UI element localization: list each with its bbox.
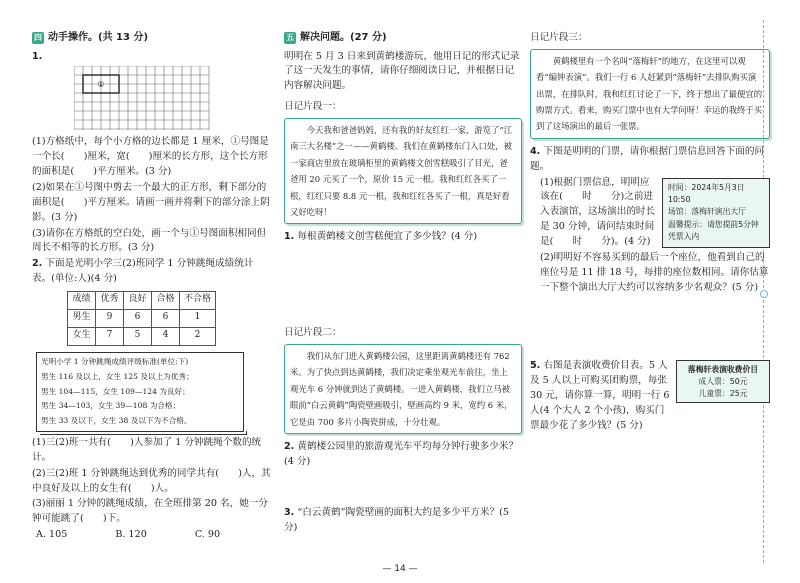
q5-text: 右图是表演收费价目表。5 人及 5 人以上可购买团购票，每张 30 元，请你算一算，明明一行 6 人(4 个大人 2 个小孩)，购买门票最少花了多少钱？(5 分)	[530, 360, 670, 431]
diary-3-text: 黄鹤楼里有一个名叫“落梅轩”的地方，在这里可以观看“编钟表演”。我们一行 6 人赶紧到“落梅轩”去排队购买演出票，在排队时，我和红红讨论了一下，终于想出了最便宜的购票方式。看来，购买门票中也有大学问呀！幸运的我终于买到了这场演出的最后一张票。	[536, 55, 763, 132]
table-cell: 6	[124, 309, 152, 327]
choice-list	[36, 528, 272, 543]
section-5-intro: 明明在 5 月 3 日来到黄鹤楼游玩，他用日记的形式记录了这一天发生的事情，请你仔细阅读日记，并根据日记内容解决问题。	[284, 50, 520, 92]
table-header: 不合格	[180, 291, 216, 309]
table-cell: 4	[152, 327, 180, 345]
table-cell: 2	[180, 327, 216, 345]
price-title: 落梅轩表演收费价目	[687, 365, 759, 375]
page-number: — 14 —	[382, 564, 418, 575]
answer-space[interactable]	[284, 471, 522, 505]
answer-space[interactable]	[530, 296, 770, 358]
table-cell: 1	[180, 309, 216, 327]
q2-part3: (3)丽丽 1 分钟的跳绳成绩，在全班排第 20 名，她一分钟可能跳了( )下。	[32, 498, 268, 525]
section-5-title: 解决问题。(27 分)	[300, 32, 387, 43]
rectangle-1-label: ①	[97, 80, 105, 90]
q5-1-text: 每根黄鹤楼文创雪糕便宜了多少钱？(4 分)	[297, 231, 478, 243]
q1-part2: (2)如果在①号图中剪去一个最大的正方形，剩下部分的面积是( )平方厘米。请画一画并将剩下的部分涂上阴影。(3 分)	[32, 181, 270, 223]
q2-text: 下面是光明小学三(2)班同学 1 分钟跳绳成绩统计表。(单位:人)(4 分)	[32, 258, 254, 285]
diary-2-box	[284, 344, 522, 434]
table-header: 优秀	[96, 291, 124, 309]
q2-part2: (2)三(2)班 1 分钟跳绳达到优秀的同学共有( )人，其中良好及以上的女生有( )人。	[32, 467, 271, 494]
table-row	[68, 309, 216, 327]
ticket-tip: 温馨提示：请您提前5分钟凭票入内	[668, 219, 759, 242]
diary-3-title: 日记片段三：	[530, 32, 588, 43]
column-1	[32, 30, 272, 543]
score-table	[67, 291, 216, 346]
section-5-header	[284, 30, 522, 46]
section-4-header	[32, 30, 272, 46]
table-cell: 男生	[68, 309, 96, 327]
q5-2-text: 黄鹤楼公园里的旅游观光车平均每分钟行驶多少米？(4 分)	[284, 440, 519, 467]
q4-text: 下图是明明的门票，请你根据门票信息回答下面的问题。	[530, 145, 765, 172]
standard-line: 男生 33 及以下，女生 38 及以下为不合格。	[41, 416, 192, 426]
standard-line: 男生 34—103，女生 39—108 为合格；	[41, 401, 181, 411]
question-number: 1.	[32, 50, 43, 62]
standard-title: 光明小学 1 分钟跳绳成绩评级标准(单位:下)	[41, 356, 189, 366]
table-header-row	[68, 291, 216, 309]
question-number: 5.	[530, 360, 541, 372]
grid-paper	[74, 66, 212, 131]
rating-standard-box	[36, 352, 244, 432]
q4-part2: (2)明明好不容易买到的最后一个座位，他看到自己的座位号是 11 排 18 号，每排的座位数相同。请你估算一下整个演出大厅大约可以容纳多少名观众？(5 分)	[540, 251, 769, 293]
choice-a[interactable]: A. 105	[36, 529, 68, 541]
table-header: 良好	[124, 291, 152, 309]
question-number: 3.	[284, 506, 295, 518]
q1-part3: (3)请你在方格纸的空白处，画一个与①号图面积相同但周长不相等的长方形。(3 分)	[32, 227, 267, 254]
table-cell: 5	[124, 327, 152, 345]
table-header: 成绩	[68, 291, 96, 309]
section-4-icon: 四	[32, 32, 44, 44]
standard-line: 男生 104—115，女生 109—124 为良好；	[41, 386, 190, 396]
price-child: 儿童票：25元	[698, 388, 748, 398]
diary-1-title: 日记片段一：	[284, 101, 342, 113]
table-header: 合格	[152, 291, 180, 309]
ticket-time: 时间：2024年5月3日 10:50	[668, 182, 745, 204]
q5-3-text: “白云黄鹤”陶瓷壁画的面积大约是多少平方米？(5 分)	[284, 506, 509, 533]
diary-1-box	[284, 118, 522, 224]
table-row	[68, 327, 216, 345]
table-cell: 女生	[68, 327, 96, 345]
diary-3-box	[530, 49, 770, 139]
ticket	[662, 178, 770, 248]
q1-part1: (1)方格纸中，每个小方格的边长都是 1 厘米，①号图是一个长( )厘米，宽( )厘米的长方形，这个长方形的面积是( )平方厘米。(3 分)	[32, 136, 269, 178]
choice-c[interactable]: C. 90	[194, 529, 221, 541]
q4-part1: (1)根据门票信息，明明应该在( 时 分)之前进入表演馆，这场演出的时长是 30 分钟，请问结束时间是( 时 分)。(4 分)	[540, 176, 656, 247]
question-number: 4.	[530, 145, 541, 157]
question-number: 2.	[32, 258, 43, 270]
answer-space[interactable]	[284, 246, 522, 320]
grid-svg	[74, 66, 212, 131]
choice-b[interactable]: B. 120	[115, 529, 147, 541]
table-cell: 9	[96, 309, 124, 327]
table-cell: 7	[96, 327, 124, 345]
diary-2-title: 日记片段二：	[284, 327, 342, 339]
table-cell: 6	[152, 309, 180, 327]
q2-part1: (1)三(2)班一共有( )人参加了 1 分钟跳绳个数的统计。	[32, 436, 262, 463]
diary-1-text: 今天我和爸爸妈妈，还有我的好友红红一家，游览了“江南三大名楼”之一——黄鹤楼。我们在黄鹤楼东门入口处，被一家商店里放在玻璃柜里的黄鹤楼文创雪糕吸引了目光，爸爸用 20 元买了一个，原价 15 元一根。我和红红各买了一根，红红只要 8.8 元一根，我和红红各买了一根，真是好看又好吃呀！	[290, 124, 513, 217]
question-number: 1.	[284, 231, 295, 243]
section-5-icon: 五	[284, 32, 296, 44]
column-2	[284, 30, 522, 536]
section-4-title: 动手操作。(共 13 分)	[48, 32, 149, 43]
ticket-place: 场馆：落梅轩演出大厅	[668, 207, 746, 217]
question-number: 2.	[284, 440, 295, 452]
standard-line: 男生 116 及以上，女生 125 及以上为优秀；	[41, 371, 194, 381]
diary-2-text: 我们从东门进入黄鹤楼公园，这里距离黄鹤楼还有 762 米。为了快点到达黄鹤楼，我们决定乘坐观光车前往，坐上观光车 6 分钟就到达了黄鹤楼。一进入黄鹤楼，我们立马被眼前“白云黄鹤”陶瓷壁画吸引，壁画高约 9 米，宽约 6 米，它是由 700 多片小陶瓷拼成，十分壮观。	[290, 351, 513, 427]
column-3	[530, 30, 770, 435]
price-list	[676, 360, 770, 403]
price-adult: 成人票：50元	[698, 377, 748, 387]
